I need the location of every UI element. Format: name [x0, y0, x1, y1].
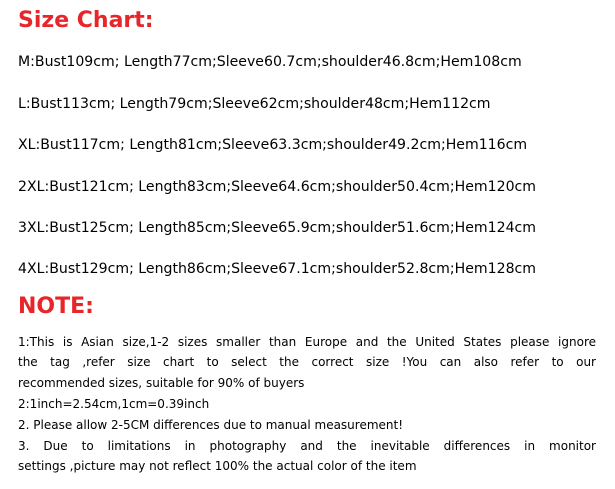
- size-row-3xl: 3XL:Bust125cm; Length85cm;Sleeve65.9cm;shoulder51.6cm;Hem124cm: [18, 220, 537, 236]
- note-line-1: 1:This is Asian size,1-2 sizes smaller than Europe and the United States please ignore: [18, 335, 596, 349]
- note-line-5: 2. Please allow 2-5CM differences due to manual measurement!: [18, 418, 404, 432]
- note-line-3: recommended sizes, suitable for 90% of buyers: [18, 376, 305, 390]
- note-line-6: 3. Due to limitations in photography and the inevitable differences in monitor: [18, 439, 596, 453]
- size-row-xl: XL:Bust117cm; Length81cm;Sleeve63.3cm;shoulder49.2cm;Hem116cm: [18, 137, 528, 153]
- note-line-4: 2:1inch=2.54cm,1cm=0.39inch: [18, 397, 210, 411]
- size-row-4xl: 4XL:Bust129cm; Length86cm;Sleeve67.1cm;shoulder52.8cm;Hem128cm: [18, 261, 537, 277]
- size-row-l: L:Bust113cm; Length79cm;Sleeve62cm;shoulder48cm;Hem112cm: [18, 96, 491, 112]
- size-chart-heading: Size Chart:: [18, 8, 154, 33]
- size-row-m: M:Bust109cm; Length77cm;Sleeve60.7cm;shoulder46.8cm;Hem108cm: [18, 54, 522, 70]
- note-line-7: settings ,picture may not reflect 100% the actual color of the item: [18, 459, 417, 473]
- note-line-2: the tag ,refer size chart to select the correct size !You can also refer to our: [18, 355, 596, 369]
- size-row-2xl: 2XL:Bust121cm; Length83cm;Sleeve64.6cm;shoulder50.4cm;Hem120cm: [18, 179, 537, 195]
- note-heading: NOTE:: [18, 294, 94, 319]
